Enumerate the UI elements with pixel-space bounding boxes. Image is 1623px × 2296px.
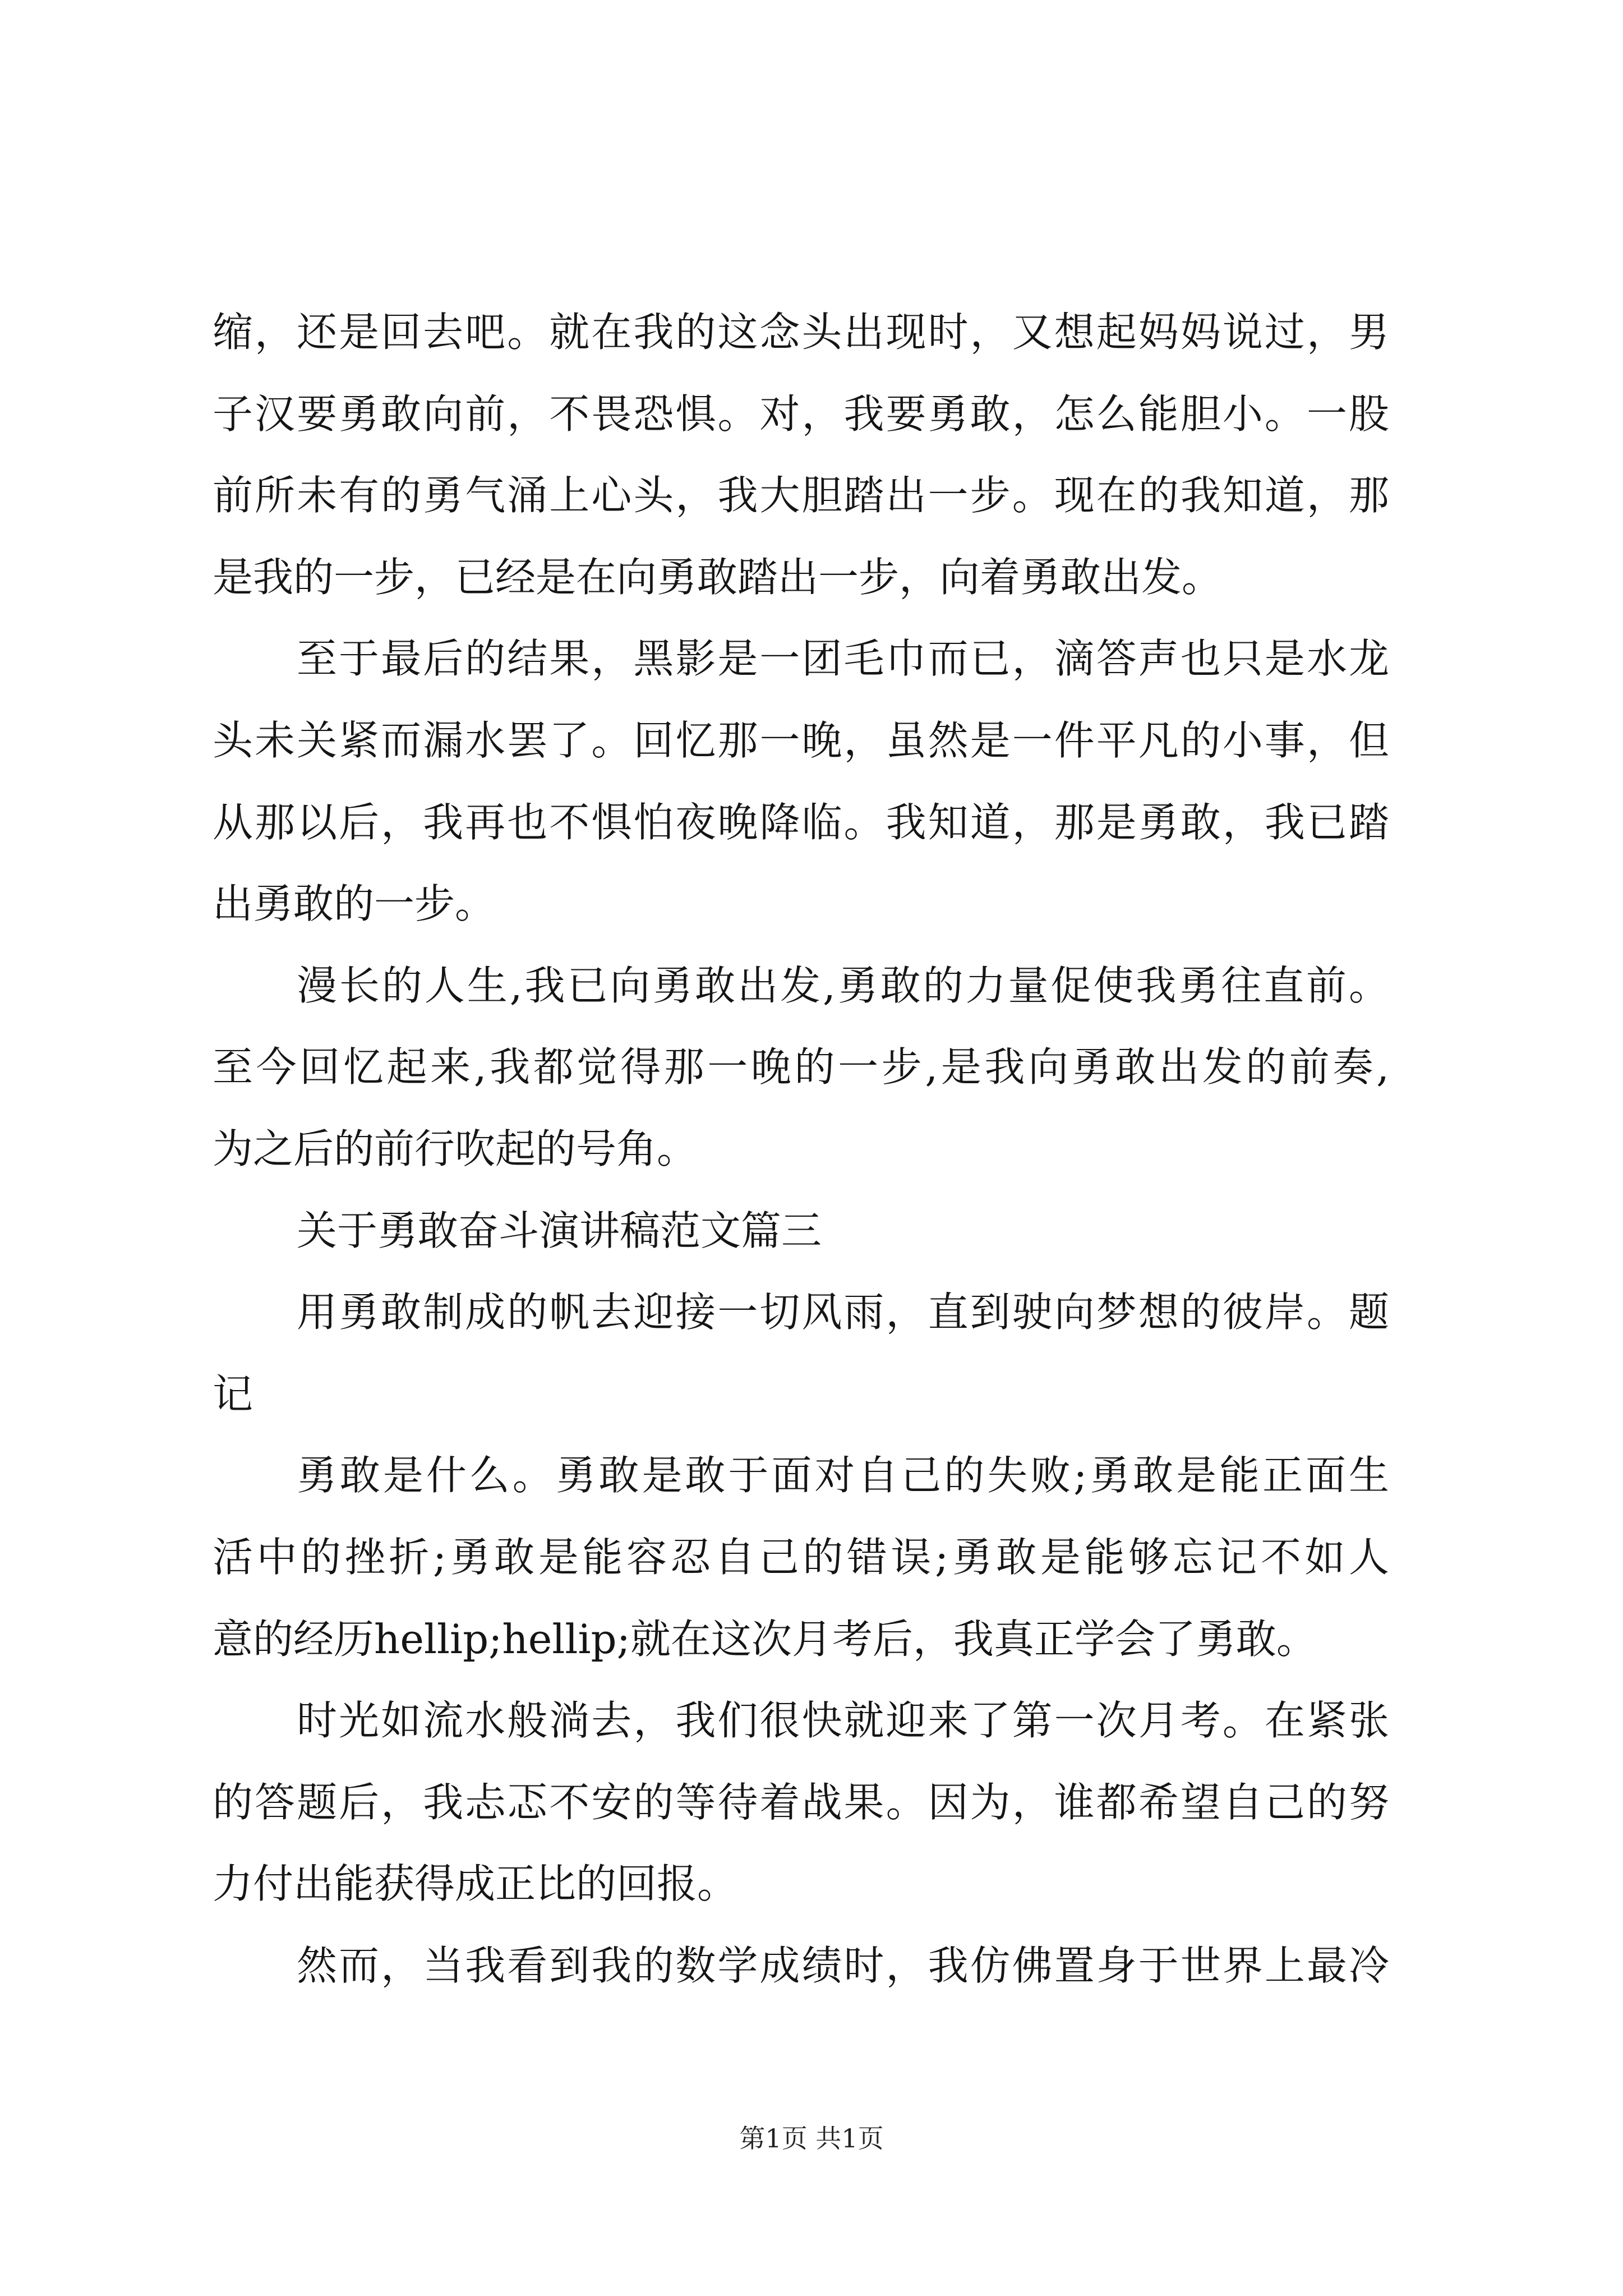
text-line: 活中的挫折;勇敢是能容忍自己的错误;勇敢是能够忘记不如人 [213,1533,1389,1581]
paragraph [213,618,1389,945]
text-line: 缩，还是回去吧。就在我的这念头出现时，又想起妈妈说过，男 [213,309,1389,356]
text-line: 子汉要勇敢向前，不畏恐惧。对，我要勇敢，怎么能胆小。一股 [213,390,1389,438]
text-line: 漫长的人生,我已向勇敢出发,勇敢的力量促使我勇往直前。 [297,961,1389,1009]
text-line: 勇敢是什么。勇敢是敢于面对自己的失败;勇敢是能正面生 [297,1452,1389,1499]
paragraph [213,292,1389,618]
text-line: 时光如流水般淌去，我们很快就迎来了第一次月考。在紧张 [297,1697,1389,1745]
text-line: 然而，当我看到我的数学成绩时，我仿佛置身于世界上最冷 [297,1941,1389,1989]
text-line: 为之后的前行吹起的号角。 [213,1125,698,1172]
text-line: 用勇敢制成的帆去迎接一切风雨，直到驶向梦想的彼岸。题 [297,1289,1389,1336]
section-heading [213,1190,1389,1272]
page-footer: 第1页 共1页 [739,2123,884,2154]
text-line: 从那以后，我再也不惧怕夜晚降临。我知道，那是勇敢，我已踏 [213,798,1389,846]
text-line: 前所未有的勇气涌上心头，我大胆踏出一步。现在的我知道，那 [213,472,1389,519]
text-line: 出勇敢的一步。 [213,880,496,928]
text-line: 意的经历hellip;hellip;就在这次月考后，我真正学会了勇敢。 [213,1615,1317,1663]
text-line: 力付出能获得成正比的回报。 [213,1860,738,1908]
paragraph [213,1435,1389,1680]
document-body [213,292,1389,2007]
text-line: 的答题后，我忐忑不安的等待着战果。因为，谁都希望自己的努 [213,1778,1389,1826]
paragraph [213,1925,1389,2007]
text-line: 记 [213,1370,253,1418]
paragraph [213,945,1389,1190]
text-line: 至今回忆起来,我都觉得那一晚的一步,是我向勇敢出发的前奏, [213,1043,1389,1091]
paragraph [213,1680,1389,1925]
text-line: 是我的一步，已经是在向勇敢踏出一步，向着勇敢出发。 [213,553,1223,601]
text-line: 至于最后的结果，黑影是一团毛巾而已，滴答声也只是水龙 [297,635,1389,683]
paragraph [213,1272,1389,1435]
section-heading-text: 关于勇敢奋斗演讲稿范文篇三 [297,1207,822,1254]
text-line: 头未关紧而漏水罢了。回忆那一晚，虽然是一件平凡的小事，但 [213,716,1389,764]
